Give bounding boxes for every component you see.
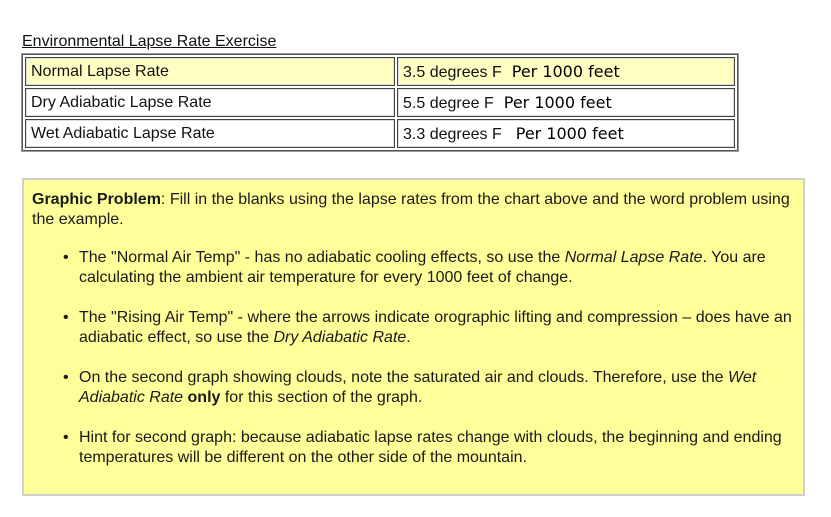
problem-heading: Graphic Problem	[32, 191, 161, 208]
rate-unit: Per 1000 feet	[511, 61, 620, 81]
item-text: . You are calculating the ambient air temperature for every 1000 feet of change.	[79, 249, 766, 286]
instruction-list	[32, 248, 792, 468]
list-item	[63, 248, 792, 288]
rate-name: Dry Adiabatic Lapse Rate	[25, 88, 395, 117]
list-item	[63, 308, 792, 348]
lapse-rate-table	[22, 54, 738, 151]
rate-value: 5.5 degree F	[403, 94, 494, 112]
rate-value: 3.3 degrees F	[403, 125, 502, 143]
item-emphasis: Dry Adiabatic Rate	[273, 329, 407, 346]
rate-value: 3.5 degrees F	[403, 63, 502, 81]
item-text: The "Normal Air Temp" - has no adiabatic cooling effects, so use the	[79, 249, 565, 266]
item-text: The "Rising Air Temp" - where the arrows indicate orographic lifting and compression – does have an adiabatic effect, so use the	[79, 309, 792, 346]
item-text: for this section of the graph.	[220, 389, 423, 406]
item-text: .	[406, 329, 411, 346]
item-emphasis: Normal Lapse Rate	[564, 249, 703, 266]
table-row	[25, 57, 735, 86]
rate-name: Normal Lapse Rate	[25, 57, 395, 86]
bullet-icon: •	[63, 369, 69, 386]
problem-intro	[32, 190, 792, 230]
rate-value-cell	[397, 57, 735, 86]
rate-unit: Per 1000 feet	[503, 92, 612, 112]
list-item	[63, 368, 792, 408]
bullet-icon: •	[63, 309, 69, 326]
rate-name: Wet Adiabatic Lapse Rate	[25, 119, 395, 148]
list-item	[63, 428, 792, 468]
rate-value-cell	[397, 88, 735, 117]
bullet-icon: •	[63, 429, 69, 446]
problem-intro-text: : Fill in the blanks using the lapse rates from the chart above and the word problem using the example.	[32, 191, 790, 228]
table-row	[25, 88, 735, 117]
table-row	[25, 119, 735, 148]
graphic-problem-box	[22, 178, 805, 496]
rate-unit: Per 1000 feet	[515, 123, 624, 143]
item-text: On the second graph showing clouds, note the saturated air and clouds. Therefore, use the	[79, 369, 729, 386]
item-text: Hint for second graph: because adiabatic lapse rates change with clouds, the beginning and ending temperatures will be different on the other side of the mountain.	[79, 429, 782, 466]
item-strong: only	[187, 389, 221, 406]
item-emphasis: Wet Adiabatic Rate	[79, 369, 757, 406]
bullet-icon: •	[63, 249, 69, 266]
exercise-title: Environmental Lapse Rate Exercise	[22, 33, 277, 50]
rate-value-cell	[397, 119, 735, 148]
